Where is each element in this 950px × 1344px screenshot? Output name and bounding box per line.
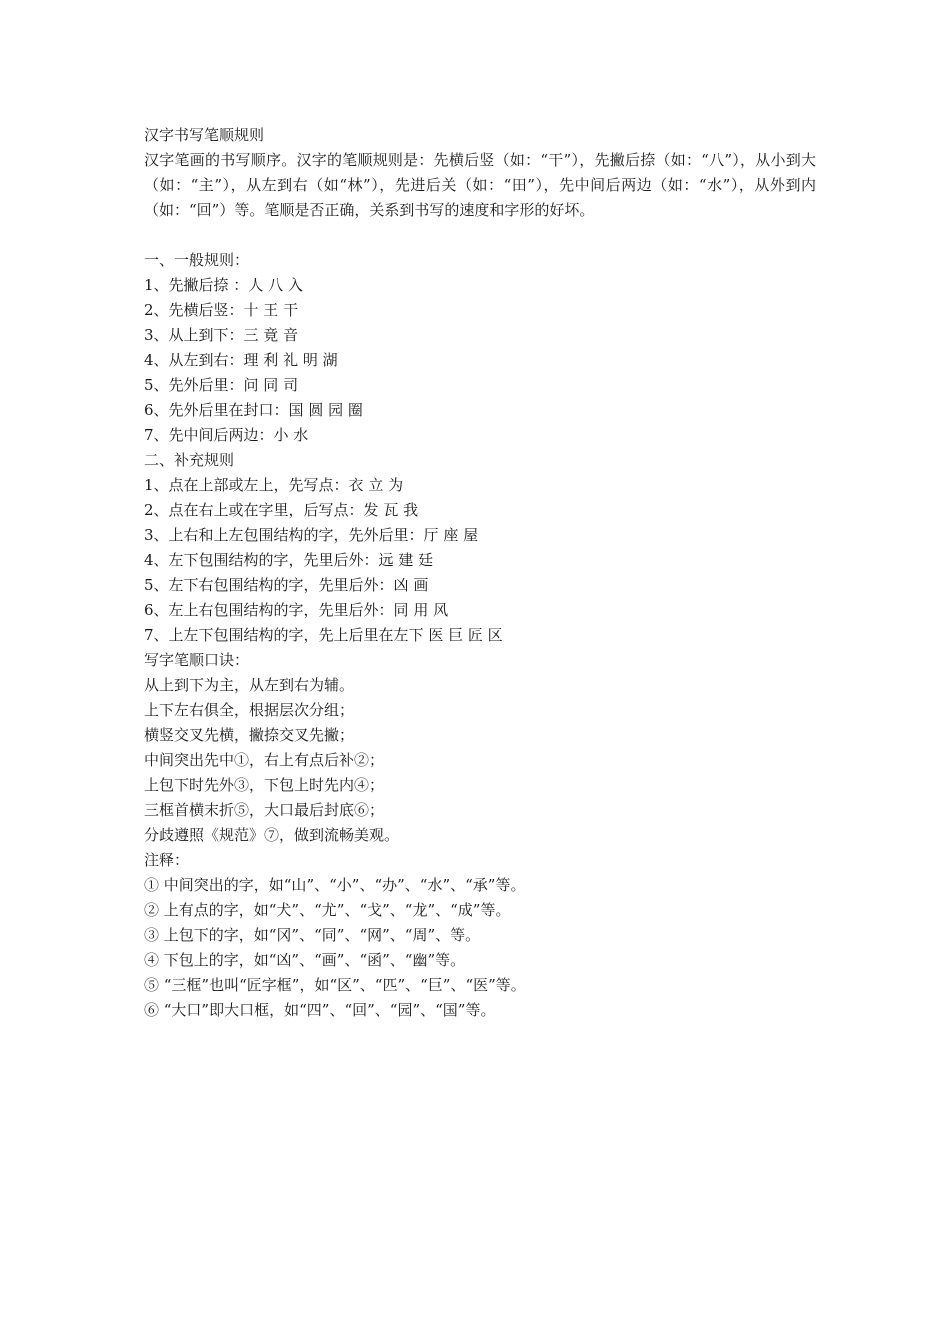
notes-heading: 注释： [144, 851, 190, 869]
general-rule-item: 1、先撇后捺 ：人 八 入 [144, 276, 303, 294]
general-rule-item: 6、先外后里在封口：国 圆 园 圈 [144, 401, 363, 419]
rhyme-line: 上包下时先外③，下包上时先内④； [144, 776, 385, 794]
supplement-rule-item: 1、点在上部或左上，先写点：衣 立 为 [144, 476, 404, 494]
document-body [144, 123, 816, 1023]
document-title: 汉字书写笔顺规则 [144, 126, 265, 144]
note-item: ② 上有点的字，如“犬”、“尤”、“戈”、“龙”、“成”等。 [144, 901, 511, 919]
blank-line [144, 223, 816, 248]
note-item: ⑤ “三框”也叫“匠字框”，如“区”、“匹”、“巨”、“医”等。 [144, 976, 526, 994]
supplement-rule-item: 7、上左下包围结构的字，先上后里在左下 医 巨 匠 区 [144, 626, 503, 644]
supplement-rule-item: 3、上右和上左包围结构的字，先外后里：厅 座 屋 [144, 526, 479, 544]
note-item: ③ 上包下的字，如“冈”、“同”、“网”、“周”、等。 [144, 926, 481, 944]
rhyme-line: 中间突出先中①，右上有点后补②； [144, 751, 385, 769]
rhyme-line: 上下左右俱全，根据层次分组； [144, 701, 355, 719]
note-item: ④ 下包上的字，如“凶”、“画”、“函”、“幽”等。 [144, 951, 466, 969]
note-item: ① 中间突出的字，如“山”、“小”、“办”、“水”、“承”等。 [144, 876, 526, 894]
general-rules-heading: 一、一般规则： [144, 251, 250, 269]
supplement-rule-item: 6、左上右包围结构的字，先里后外：同 用 风 [144, 601, 449, 619]
general-rule-item: 5、先外后里：问 同 司 [144, 376, 299, 394]
rhyme-line: 横竖交叉先横，撇捺交叉先撇； [144, 726, 355, 744]
supplement-rules-heading: 二、补充规则 [144, 451, 235, 469]
supplement-rule-item: 5、左下右包围结构的字，先里后外：凶 画 [144, 576, 429, 594]
rhyme-heading: 写字笔顺口诀： [144, 651, 250, 669]
general-rule-item: 7、先中间后两边：小 水 [144, 426, 309, 444]
supplement-rule-item: 2、点在右上或在字里，后写点：发 瓦 我 [144, 501, 419, 519]
general-rule-item: 3、从上到下：三 竟 音 [144, 326, 299, 344]
supplement-rule-item: 4、左下包围结构的字，先里后外：远 建 廷 [144, 551, 434, 569]
general-rule-item: 2、先横后竖：十 王 干 [144, 301, 299, 319]
rhyme-line: 从上到下为主，从左到右为辅。 [144, 676, 355, 694]
rhyme-line: 三框首横末折⑤，大口最后封底⑥； [144, 801, 385, 819]
note-item: ⑥ “大口”即大口框，如“四”、“回”、“园”、“国”等。 [144, 1001, 496, 1019]
general-rule-item: 4、从左到右：理 利 礼 明 湖 [144, 351, 338, 369]
rhyme-line: 分歧遵照《规范》⑦，做到流畅美观。 [144, 826, 400, 844]
intro-paragraph: 汉字笔画的书写顺序。汉字的笔顺规则是：先横后竖（如：“干”），先撇后捺（如：“八”），从小到大（如：“主”），从左到右（如“林”），先进后关（如：“田”），先中间后两边（如：“水”），从外到内（如：“回”）等。笔顺是否正确，关系到书写的速度和字形的好坏。 [144, 151, 816, 219]
